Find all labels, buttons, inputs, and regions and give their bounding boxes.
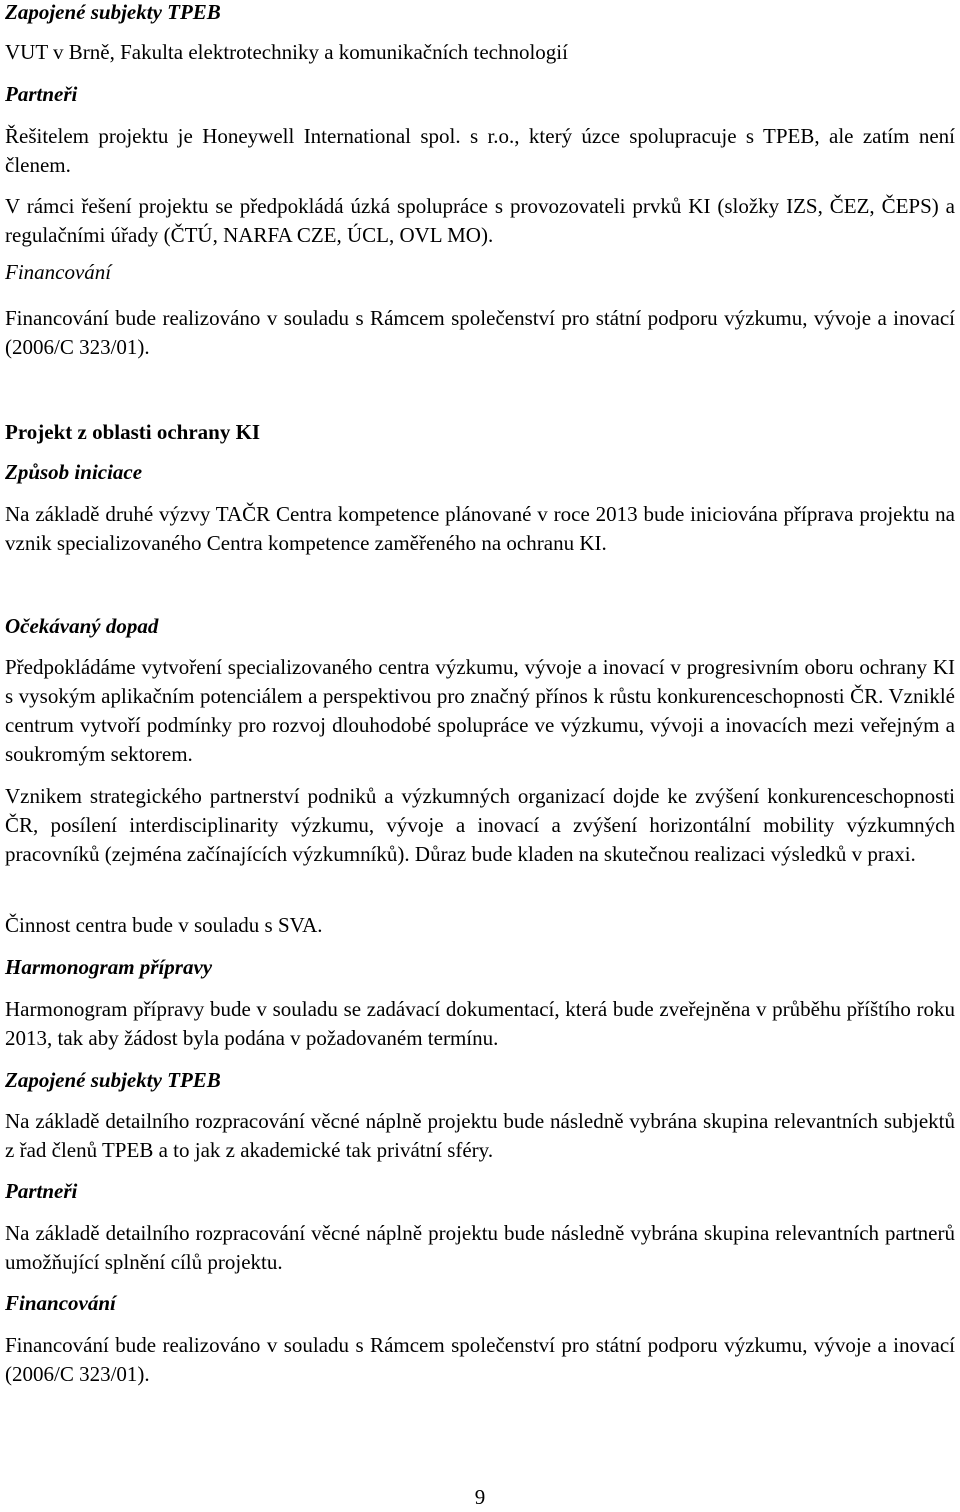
section-heading-ocekavany-dopad: Očekávaný dopad [5, 614, 159, 638]
section-heading-zapojene-subjekty: Zapojené subjekty TPEB [5, 0, 221, 24]
section-heading-zapojene-subjekty-2: Zapojené subjekty TPEB [5, 1068, 221, 1092]
section-text-partneri-2: V rámci řešení projektu se předpokládá úzká spolupráce s provozovateli prvků KI (složky IZS, ČEZ, ČEPS) a regulačními úřady (ČTÚ, NARFA CZE, ÚCL, OVL MO). [5, 194, 955, 247]
section-text-ocekavany-dopad-1: Předpokládáme vytvoření specializovaného centra výzkumu, vývoje a inovací v progresivním oboru ochrany KI s vysokým aplikačním potenciálem a perspektivou pro značný přínos k růstu konkurenceschopnosti ČR. Vzniklé centrum vytvoří podmínky pro rozvoj dlouhodobé spolupráce ve výzkumu, vývoji a inovacích mezi veřejným a soukromým sektorem. [5, 655, 955, 766]
section-heading-harmonogram: Harmonogram přípravy [5, 955, 213, 979]
section-heading-financovani-2: Financování [5, 1291, 116, 1315]
section-text-financovani: Financování bude realizováno v souladu s Rámcem společenství pro státní podporu výzkumu, vývoje a inovací (2006/C 323/01). [5, 306, 955, 359]
section-text-partneri-2b: Na základě detailního rozpracování věcné náplně projektu bude následně vybrána skupina relevantních partnerů umožňující splnění cílů projektu. [5, 1221, 955, 1274]
document-page [5, 0, 955, 1509]
project-title: Projekt z oblasti ochrany KI [5, 420, 261, 444]
section-text-zapojene-subjekty: VUT v Brně, Fakulta elektrotechniky a komunikačních technologií [5, 40, 568, 64]
section-text-partneri-1: Řešitelem projektu je Honeywell International spol. s r.o., který úzce spolupracuje s TPEB, ale zatím není členem. [5, 124, 955, 177]
section-text-zpusob-iniciace: Na základě druhé výzvy TAČR Centra kompetence plánované v roce 2013 bude iniciována příprava projektu na vznik specializovaného Centra kompetence zaměřeného na ochranu KI. [5, 502, 955, 555]
section-text-ocekavany-dopad-2: Vznikem strategického partnerství podniků a výzkumných organizací dojde ke zvýšení konkurenceschopnosti ČR, posílení interdisciplinarity výzkumu, vývoje a inovací a zvýšení horizontální mobility výzkumných pracovníků (zejména začínajících výzkumníků). Důraz bude kladen na skutečnou realizaci výsledků v praxi. [5, 784, 955, 866]
page-number: 9 [474, 1485, 486, 1509]
section-heading-zpusob-iniciace: Způsob iniciace [5, 460, 143, 484]
section-text-ocekavany-dopad-3: Činnost centra bude v souladu s SVA. [5, 913, 323, 937]
section-heading-partneri-2: Partneři [5, 1179, 78, 1203]
section-text-harmonogram: Harmonogram přípravy bude v souladu se zadávací dokumentací, která bude zveřejněna v průběhu příštího roku 2013, tak aby žádost byla podána v požadovaném termínu. [5, 997, 955, 1050]
section-heading-financovani: Financování [5, 260, 112, 284]
section-heading-partneri: Partneři [5, 82, 78, 106]
section-text-financovani-2: Financování bude realizováno v souladu s Rámcem společenství pro státní podporu výzkumu, vývoje a inovací (2006/C 323/01). [5, 1333, 955, 1386]
section-text-zapojene-subjekty-2: Na základě detailního rozpracování věcné náplně projektu bude následně vybrána skupina relevantních subjektů z řad členů TPEB a to jak z akademické tak privátní sféry. [5, 1109, 955, 1162]
